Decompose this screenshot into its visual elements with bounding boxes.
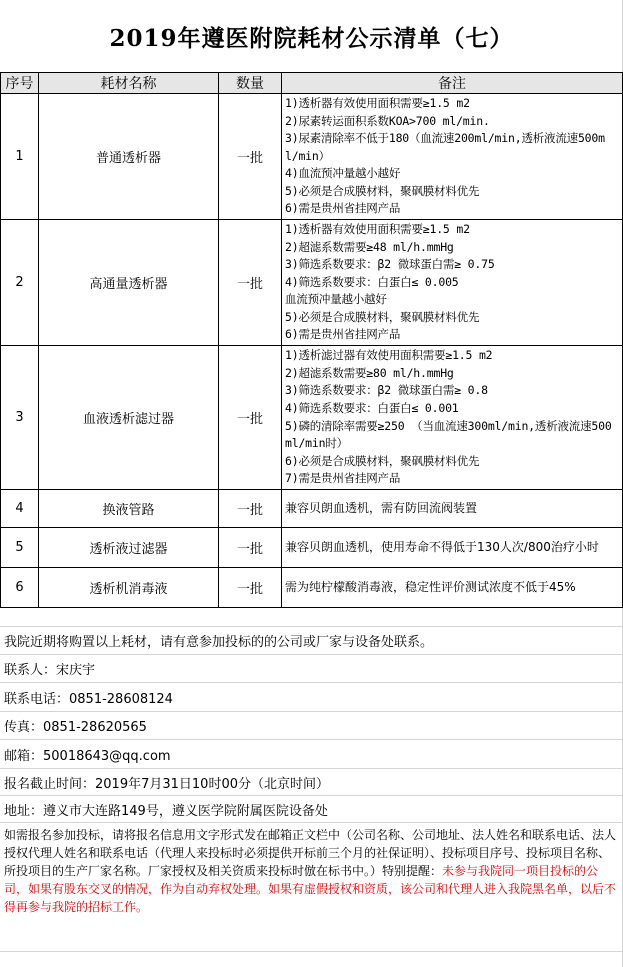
info-email: 邮箱：50018643@qq.com [4,748,171,764]
note-line: 兼容贝朗血透机，需有防回流阀装置 [285,500,478,515]
table-row [1,220,623,346]
info-deadline: 报名截止时间：2019年7月31日10时00分（北京时间） [4,776,329,792]
info-contact: 联系人：宋庆宇 [4,663,96,678]
note-line: 兼容贝朗血透机，使用寿命不得低于130人次/800治疗小时 [285,539,599,554]
row-no: 1 [1,94,39,220]
note-line: 血流预冲量越小越好 [285,292,387,307]
table-row [1,568,623,608]
consumables-table [0,72,623,608]
row-notes [282,528,623,568]
row-qty: 一批 [219,528,282,568]
sheet-gridline [0,951,623,952]
row-notes [282,346,623,490]
row-no: 3 [1,346,39,490]
note-line: 4)筛选系数要求：白蛋白≤ 0.005 [285,274,459,289]
table-row [1,528,623,568]
table-row [1,490,623,528]
page-title: 2019年遵医附院耗材公示清单（七） [109,24,514,52]
note-line: 4)筛选系数要求：白蛋白≤ 0.001 [285,400,459,415]
note-line: 3)尿素清除率不低于180（血流速200ml/min,透析液流速500ml/min） [285,131,605,163]
table-row [1,94,623,220]
note-line: 2)尿素转运面积系数KOA>700 ml/min. [285,113,490,128]
row-name: 高通量透析器 [39,220,219,346]
note-line: 6)必须是合成膜材料，聚砜膜材料优先 [285,453,480,468]
row-no: 6 [1,568,39,608]
note-line: 2)超滤系数需要≥80 ml/h.mmHg [285,365,454,380]
row-qty: 一批 [219,94,282,220]
header-qty: 数量 [219,73,282,94]
row-notes [282,94,623,220]
note-line: 2)超滤系数需要≥48 ml/h.mmHg [285,239,454,254]
note-line: 1)透析滤过器有效使用面积需要≥1.5 m2 [285,348,493,363]
row-no: 5 [1,528,39,568]
note-line: 需为纯柠檬酸消毒液，稳定性评价测试浓度不低于45% [285,579,576,594]
remark-warning: 未参与我院同一项目投标的公司，如果有股东交叉的情况，作为自动弃权处理。如果有虚假授权和资质，该公司和代理人进入我院黑名单，以后不得再参与我院的招标工作。 [4,864,617,914]
row-name: 换液管路 [39,490,219,528]
row-name: 透析液过滤器 [39,528,219,568]
note-line: 6)需是贵州省挂网产品 [285,201,401,216]
row-qty: 一批 [219,346,282,490]
table-header-row [1,73,623,94]
note-line: 5)必须是合成膜材料，聚砜膜材料优先 [285,183,480,198]
row-name: 血液透析滤过器 [39,346,219,490]
row-name: 透析机消毒液 [39,568,219,608]
row-notes [282,220,623,346]
note-line: 4)血流预冲量越小越好 [285,166,401,181]
note-line: 5)必须是合成膜材料，聚砜膜材料优先 [285,309,480,324]
note-line: 7)需是贵州省挂网产品 [285,471,401,486]
note-line: 1)透析器有效使用面积需要≥1.5 m2 [285,95,470,110]
row-notes [282,568,623,608]
row-name: 普通透析器 [39,94,219,220]
row-no: 2 [1,220,39,346]
info-intro: 我院近期将购置以上耗材，请有意参加投标的的公司或厂家与设备处联系。 [4,635,434,650]
row-notes [282,490,623,528]
info-address: 地址：遵义市大连路149号，遵义医学院附属医院设备处 [4,803,328,819]
info-phone: 联系电话：0851-28608124 [4,691,173,707]
note-line: 1)透析器有效使用面积需要≥1.5 m2 [285,221,470,236]
header-name: 耗材名称 [39,73,219,94]
header-no: 序号 [1,73,39,94]
info-fax: 传真：0851-28620565 [4,720,147,735]
row-no: 4 [1,490,39,528]
row-qty: 一批 [219,568,282,608]
note-line: 3)筛选系数要求：β2 微球蛋白需≥ 0.8 [285,383,488,398]
header-notes: 备注 [282,73,623,94]
note-line: 3)筛选系数要求：β2 微球蛋白需≥ 0.75 [285,257,495,272]
row-qty: 一批 [219,220,282,346]
table-row [1,346,623,490]
remark-text: 如需报名参加投标，请将报名信息用文字形式发在邮箱正文栏中（公司名称、公司地址、法人姓名和联系电话、法人授权代理人姓名和联系电话（代理人来投标时必须提供开标前三个月的社保证明）、投标项目序号、投标项目名称、所投项目的生产厂家名称。厂家授权及相关资质来投标时倣在标书中。）特别提醒： [4,828,617,878]
note-line: 6)需是贵州省挂网产品 [285,327,401,342]
sheet-gridline [0,822,623,823]
row-qty: 一批 [219,490,282,528]
note-line: 5)磷的清除率需要≥250 （当血流速300ml/min,透析液流速500ml/min时） [285,418,612,451]
remark-paragraph [0,826,623,916]
